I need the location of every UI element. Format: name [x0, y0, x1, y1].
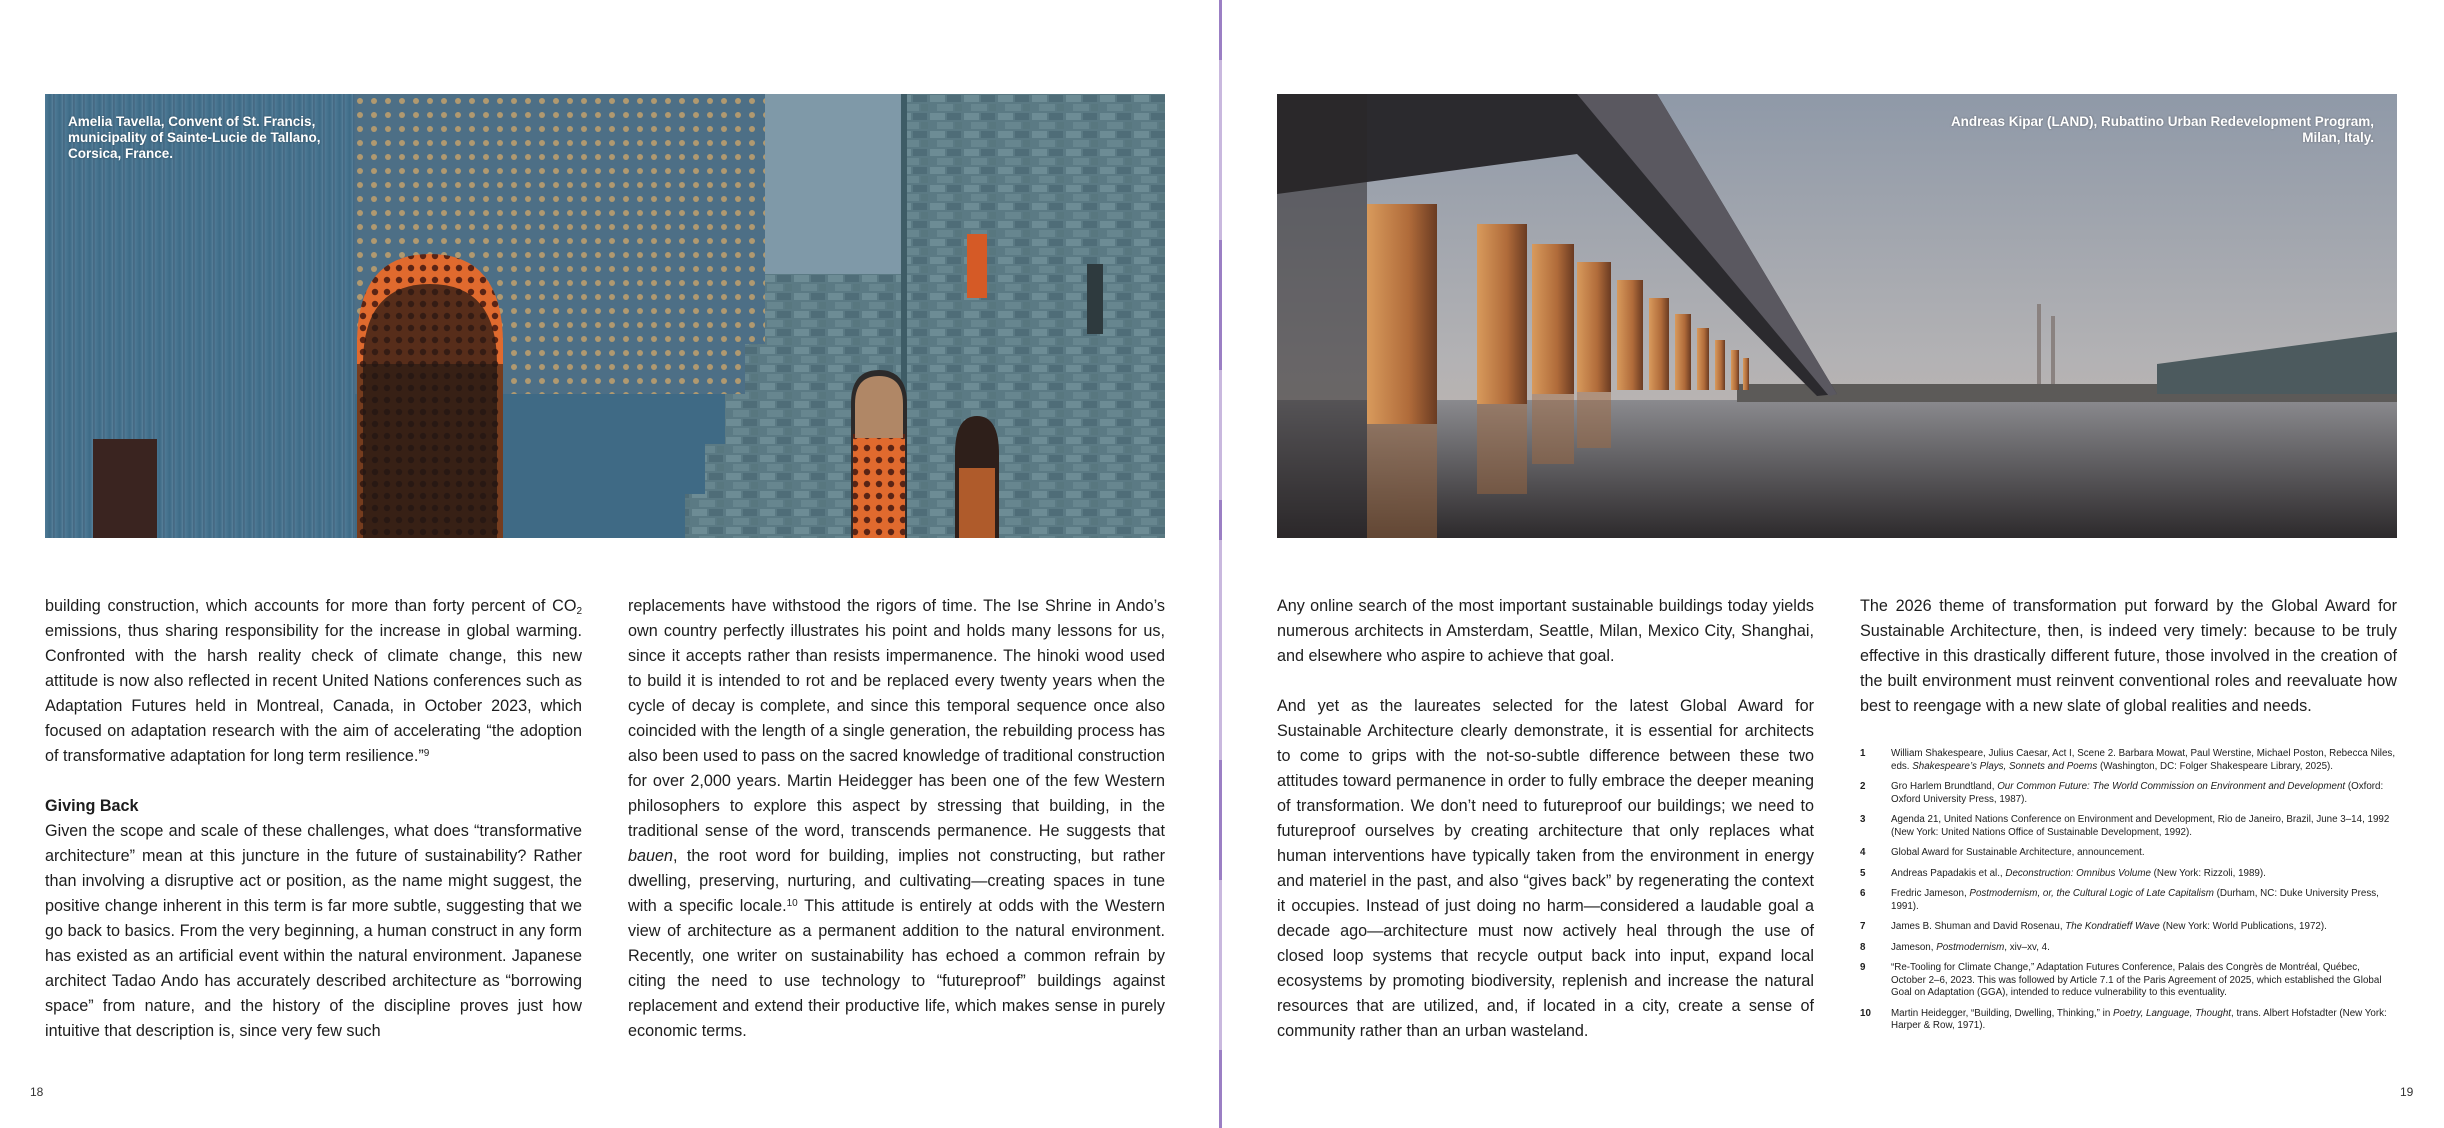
paragraph: And yet as the laureates selected for the latest Global Award for Sustainable Architecture clearly demonstrate, it is essential for architects to come to grips with the not-so-subtle difference between these two attitudes toward permanence in order to fully embrace the deeper meaning of transformation. We don’t need to futureproof our buildings; we need to futureproof ourselves by creating architecture that only replaces what human interventions have typically taken from the environment in energy and materiel in the past, and also “gives back” by regenerating the context it occupies. Instead of just doing no harm—considered a laudable goal a decade ago—architecture must now actively heal through the use of closed loop systems that recycle output back into input, expand local ecosystems by promoting biodiversity, replenish and increase the natural resources that are utilized, and, if located in a city, create a sense of community rather than an urban wasteland. — [1277, 697, 1814, 1040]
footnote: 1 William Shakespeare, Julius Caesar, Act I, Scene 2. Barbara Mowat, Paul Werstine, Michael Poston, Rebecca Niles, eds. Shakespeare’s Plays, Sonnets and Poems (Washington, DC: Folger Shakespeare Library, 2025). — [1860, 748, 2396, 772]
section-heading: Giving Back — [45, 797, 139, 815]
photo-caption: Andreas Kipar (LAND), Rubattino Urban Redevelopment Program, Milan, Italy. — [1950, 114, 2374, 145]
footnote: 7 James B. Shuman and David Rosenau, The Kondratieff Wave (New York: World Publications, 1972). — [1860, 921, 2327, 932]
text-column-1 — [45, 594, 582, 1044]
footnote: 3 Agenda 21, United Nations Conference on Environment and Development, Rio de Janeiro, Brazil, June 3–14, 1992 (New York: United Nations Office of Sustainable Development, 1992). — [1860, 814, 2390, 838]
footnote: 2 Gro Harlem Brundtland, Our Common Future: The World Commission on Environment and Development (Oxford: Oxford University Press, 1987). — [1860, 781, 2384, 805]
paragraph: Given the scope and scale of these challenges, what does “transformative architecture” mean at this juncture in the future of sustainability? Rather than involving a disruptive act or position, as the name might suggest, the positive change inherent in this term is far more subtle, suggesting that we go back to basics. From the very beginning, a human construct in any form has existed as an artificial event within the natural environment. Japanese architect Tadao Ando has accurately described architecture as “borrowing space” from nature, and the history of the discipline proves just how intuitive that description is, since very few such — [45, 822, 582, 1040]
paragraph: Any online search of the most important sustainable buildings today yields numerous architects in Amsterdam, Seattle, Milan, Mexico City, Shanghai, and elsewhere who aspire to achieve that goal. — [1277, 597, 1814, 665]
page-number-left: 18 — [30, 1085, 44, 1099]
paragraph: replacements have withstood the rigors of time. The Ise Shrine in Ando’s own country perfectly illustrates his point and holds many lessons for us, since it accepts rather than resists impermanence. The hinoki wood used to build it is intended to rot and be replaced every twenty years when the cycle of decay is complete, and since this temporal sequence once also coincided with the length of a single generation, the rebuilding process has also been used to pass on the sacred knowledge of traditional construction for over 2,000 years. Martin Heidegger has been one of the few Western philosophers to explore this aspect by stressing that building, in the traditional sense of the word, transcends permanence. He suggests that bauen, the root word for building, implies not constructing, but rather dwelling, preserving, nurturing, and cultivating—creating spaces in tune with a specific locale.$^{10}$ This attitude is entirely at odds with the Western view of architecture as a permanent addition to the natural environment. Recently, one writer on sustainability has echoed a common refrain by citing the need to use technology to “futureproof” buildings against replacement and extend their productive life, which makes sense in purely economic terms. — [628, 597, 1165, 1040]
text-column-4 — [1860, 594, 2397, 719]
footnote: 5 Andreas Papadakis et al., Deconstruction: Omnibus Volume (New York: Rizzoli, 1989). — [1860, 867, 2266, 879]
page-number-right: 19 — [2400, 1085, 2414, 1099]
footnotes-list — [1860, 748, 2397, 1041]
spread-gutter — [1219, 0, 1222, 1128]
footnote: 10 Martin Heidegger, “Building, Dwelling, Thinking,” in Poetry, Language, Thought, trans. Albert Hofstadter (New York: Harper & Row, 1971). — [1860, 1007, 2387, 1031]
overpass-photo — [1277, 94, 2397, 538]
footnote-ref: 10 — [786, 898, 798, 909]
footnote-ref: 9 — [423, 748, 430, 759]
footnote: 4 Global Award for Sustainable Architecture, announcement. — [1860, 847, 2145, 858]
paragraph: building construction, which accounts for more than forty percent of $CO_2$ emissions, thus sharing responsibility for the increase in global warming. Confronted with the harsh reality check of climate change, this new attitude is now also reflected in recent United Nations conferences such as Adaptation Futures held in Montreal, Canada, in October 2023, which focused on adaptation research with the aim of accelerating “the adoption of transformative adaptation for long term resilience.”$^9$ — [45, 597, 582, 765]
footnote: 9 “Re-Tooling for Climate Change,” Adaptation Futures Conference, Palais des Congrès de Montréal, Québec, October 2–6, 2023. This was followed by Article 7.1 of the Paris Agreement of 2025, which established the Global Goal on Adaptation (GGA), intended to reduce vulnerability to this eventuality. — [1860, 962, 2382, 998]
convent-photo — [45, 94, 1165, 538]
text-column-2 — [628, 594, 1165, 1044]
footnote: 6 Fredric Jameson, Postmodernism, or, the Cultural Logic of Late Capitalism (Durham, NC: Duke University Press, 1991). — [1860, 888, 2379, 912]
paragraph: The 2026 theme of transformation put forward by the Global Award for Sustainable Architecture, then, is indeed very timely: because to be truly effective in this drastically different future, those involved in the creation of the built environment must reinvent conventional roles and reevaluate how best to reengage with a new slate of global realities and needs. — [1860, 597, 2397, 715]
footnote: 8 Jameson, Postmodernism, xiv–xv, 4. — [1860, 941, 2050, 953]
photo-caption: Amelia Tavella, Convent of St. Francis, municipality of Sainte-Lucie de Tallano, Corsica, France. — [68, 114, 321, 161]
text-column-3 — [1277, 594, 1814, 1044]
